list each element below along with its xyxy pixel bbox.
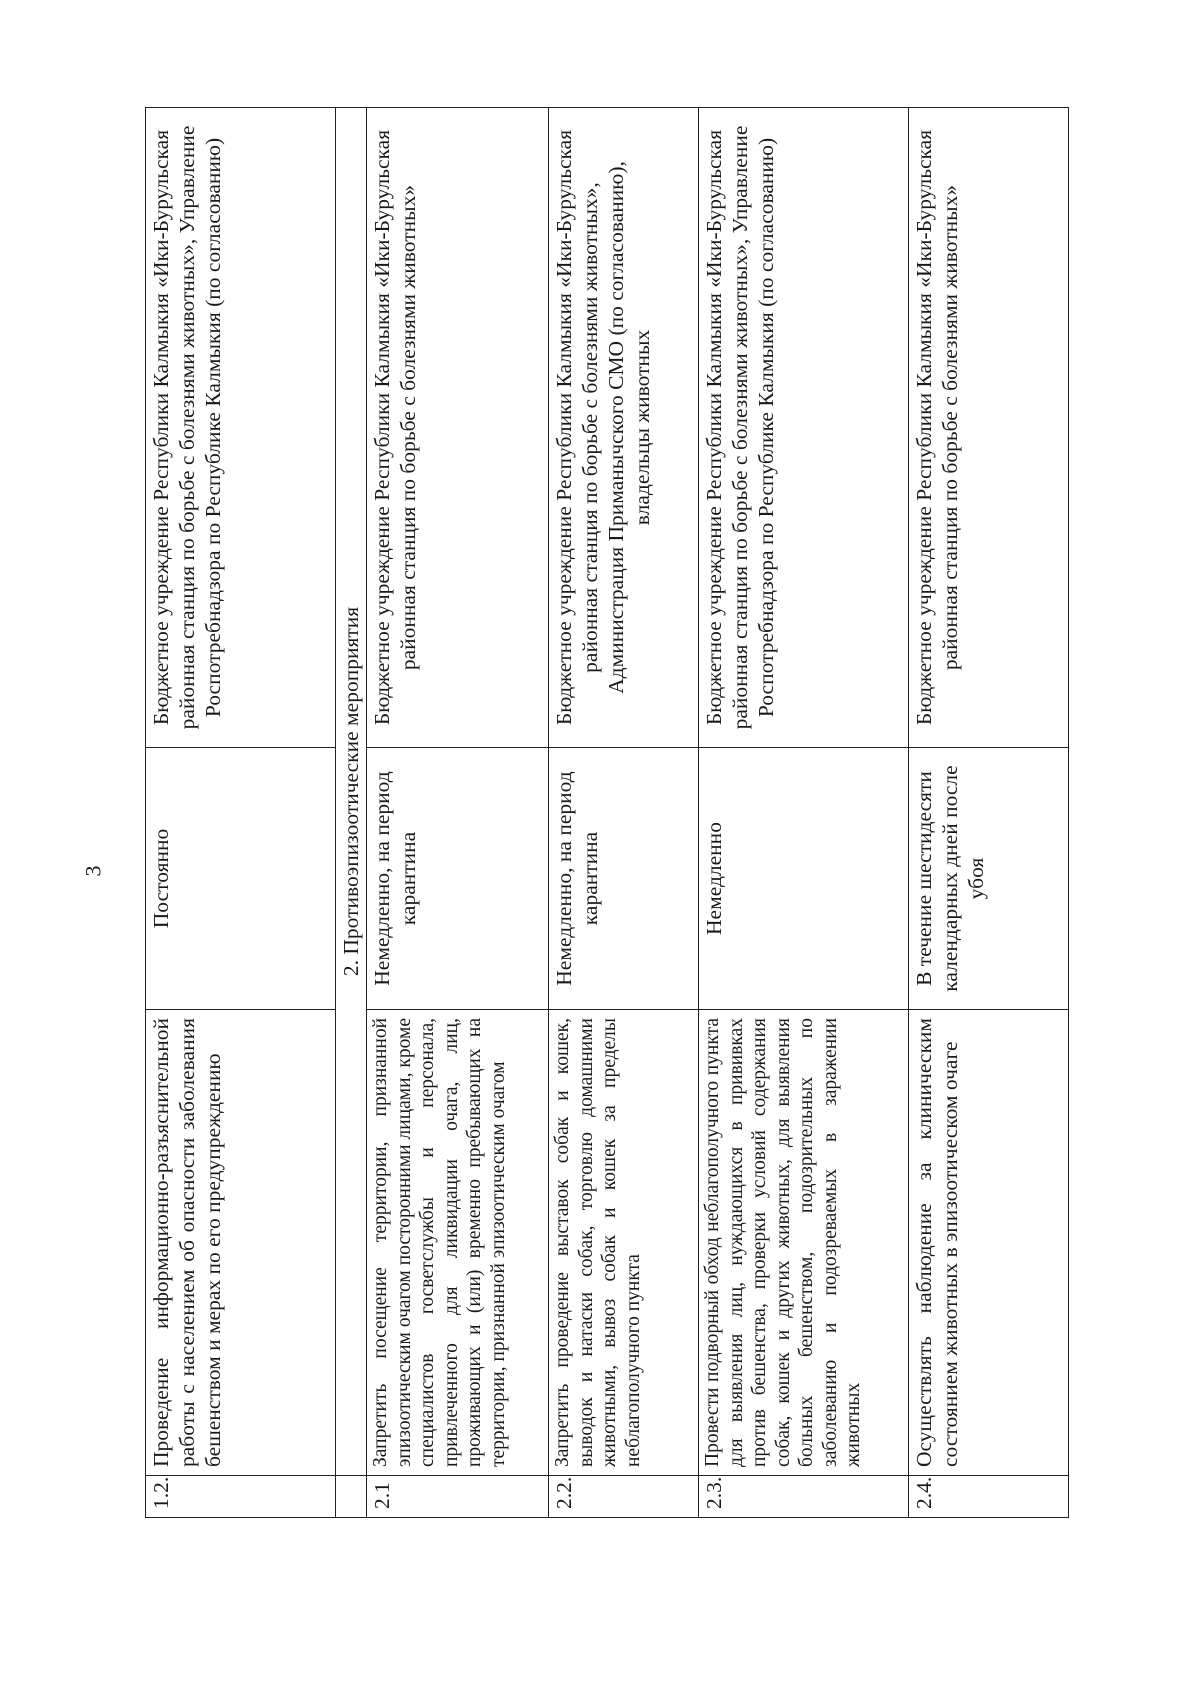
- rotated-table-wrapper: [145, 108, 1062, 1518]
- row-number: 2.3.: [699, 1476, 909, 1518]
- row-number: 2.1: [367, 1476, 549, 1518]
- row-responsible: Бюджетное учреждение Республики Калмыкия «Ики-Бурульская районная станция по борьбе с болезнями животных»: [909, 108, 1069, 748]
- section-row: [336, 108, 367, 1518]
- row-number: 1.2.: [146, 1476, 336, 1518]
- row-responsible: Бюджетное учреждение Республики Калмыкия «Ики-Бурульская районная станция по борьбе с болезнями животных», Администрация Приманычского СМО (по согласованию), владельцы животных: [549, 108, 699, 748]
- row-term: Немедленно, на период карантина: [549, 748, 699, 1010]
- row-term: В течение шестидесяти календарных дней после убоя: [909, 748, 1069, 1010]
- row-term: Постоянно: [146, 748, 336, 1010]
- row-number: 2.2.: [549, 1476, 699, 1518]
- row-action: Провести подворный обход неблагополучного пункта для выявления лиц, нуждающихся в прививках против бешенства, проверки условий содержания собак, кошек и других животных, для выявления больных бешенством, подозрительных по заболеванию и подозреваемых в заражении животных: [699, 1010, 909, 1476]
- row-number: 2.4.: [909, 1476, 1069, 1518]
- table-row: [367, 108, 549, 1518]
- row-action: Запретить проведение выставок собак и кошек, выводок и натаски собак, торговлю домашними животными, вывоз собак и кошек за пределы неблагополучного пункта: [549, 1010, 699, 1476]
- table-row: [146, 108, 336, 1518]
- row-action: Запретить посещение территории, признанной эпизоотическим очагом посторонними лицами, кроме специалистов госветслужбы и персонала, привлеченного для ликвидации очага, лиц, проживающих и (или) временно пребывающих на территории, признанной эпизоотическим очагом: [367, 1010, 549, 1476]
- row-responsible: Бюджетное учреждение Республики Калмыкия «Ики-Бурульская районная станция по борьбе с болезнями животных», Управление Роспотребнадзора по Республике Калмыкия (по согласованию): [699, 108, 909, 748]
- table-row: [549, 108, 699, 1518]
- measures-table: [145, 107, 1069, 1518]
- page-number: 3: [80, 865, 106, 877]
- row-action: Осуществлять наблюдение за клиническим состоянием животных в эпизоотическом очаге: [909, 1010, 1069, 1476]
- row-term: Немедленно: [699, 748, 909, 1010]
- row-responsible: Бюджетное учреждение Республики Калмыкия «Ики-Бурульская районная станция по борьбе с болезнями животных», Управление Роспотребнадзора по Республике Калмыкия (по согласованию): [146, 108, 336, 748]
- section-title: 2. Противоэпизоотические мероприятия: [336, 108, 367, 1476]
- row-action: Проведение информационно-разъяснительной работы с населением об опасности заболевания бешенством и мерах по его предупреждению: [146, 1010, 336, 1476]
- row-term: Немедленно, на период карантина: [367, 748, 549, 1010]
- row-responsible: Бюджетное учреждение Республики Калмыкия «Ики-Бурульская районная станция по борьбе с болезнями животных»: [367, 108, 549, 748]
- table-row: [699, 108, 909, 1518]
- table-row: [909, 108, 1069, 1518]
- section-number-cell: [336, 1476, 367, 1518]
